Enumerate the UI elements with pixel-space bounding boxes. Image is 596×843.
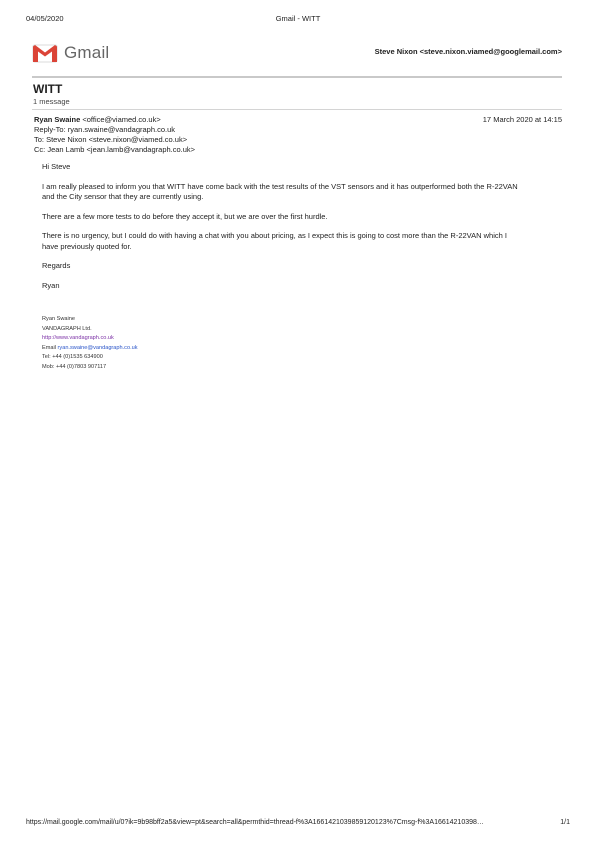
to-line: To: Steve Nixon <steve.nixon@viamed.co.uk> bbox=[34, 135, 188, 144]
sender-name: Ryan Swaine bbox=[34, 115, 81, 124]
body-paragraph: Regards bbox=[42, 261, 71, 270]
cc-line: Cc: Jean Lamb <jean.lamb@vandagraph.co.uk> bbox=[34, 145, 196, 154]
message-count: 1 message bbox=[33, 97, 70, 106]
signature-email-label: Email bbox=[42, 344, 58, 351]
body-paragraph: There are a few more tests to do before they accept it, but we are over the first hurdle. bbox=[42, 211, 328, 221]
account-identity: Steve Nixon <steve.nixon.viamed@googlemail.com> bbox=[374, 47, 562, 56]
signature-company: VANDAGRAPH Ltd. bbox=[42, 325, 92, 332]
reply-to-line: Reply-To: ryan.swaine@vandagraph.co.uk bbox=[34, 125, 176, 134]
signature-mob: Mob: +44 (0)7803 907117 bbox=[42, 363, 107, 370]
body-paragraph: Hi Steve bbox=[42, 162, 71, 171]
signature-email-line bbox=[42, 344, 138, 354]
gmail-m-icon bbox=[32, 43, 58, 63]
signature-tel: Tel: +44 (0)1535 634900 bbox=[42, 354, 103, 360]
from-line bbox=[34, 115, 195, 125]
email-signature bbox=[42, 315, 138, 372]
signature-name: Ryan Swaine bbox=[42, 316, 75, 322]
body-paragraph: I am really pleased to inform you that WITT have come back with the test results of the VST sensors and it has outperformed both the R-22VAN and the City sensor that they are currently using. bbox=[42, 181, 518, 201]
message-body bbox=[42, 162, 522, 300]
thread-subject: WITT bbox=[33, 82, 63, 96]
print-date: 04/05/2020 bbox=[26, 14, 64, 23]
print-footer-url: https://mail.google.com/mail/u/0?ik=9b98bff2a5&view=pt&search=all&permthid=thread-f%3A1661421039859120123%7Cmsg-f%3A16614210398… bbox=[26, 819, 484, 826]
signature-email-link[interactable]: ryan.swaine@vandagraph.co.uk bbox=[57, 344, 138, 351]
message-header bbox=[34, 115, 195, 155]
signature-website-link[interactable]: http://www.vandagraph.co.uk bbox=[42, 335, 114, 341]
print-title: Gmail - WITT bbox=[275, 14, 321, 23]
sender-email: <office@viamed.co.uk> bbox=[80, 115, 161, 124]
body-paragraph: There is no urgency, but I could do with having a chat with you about pricing, as I expect this is going to cost more than the R-22VAN which I have previously quoted for. bbox=[42, 231, 507, 251]
body-paragraph: Ryan bbox=[42, 280, 60, 290]
divider bbox=[32, 109, 562, 110]
divider bbox=[32, 76, 562, 78]
print-page-number: 1/1 bbox=[560, 819, 570, 826]
message-date: 17 March 2020 at 14:15 bbox=[482, 115, 562, 124]
gmail-wordmark: Gmail bbox=[64, 43, 110, 62]
